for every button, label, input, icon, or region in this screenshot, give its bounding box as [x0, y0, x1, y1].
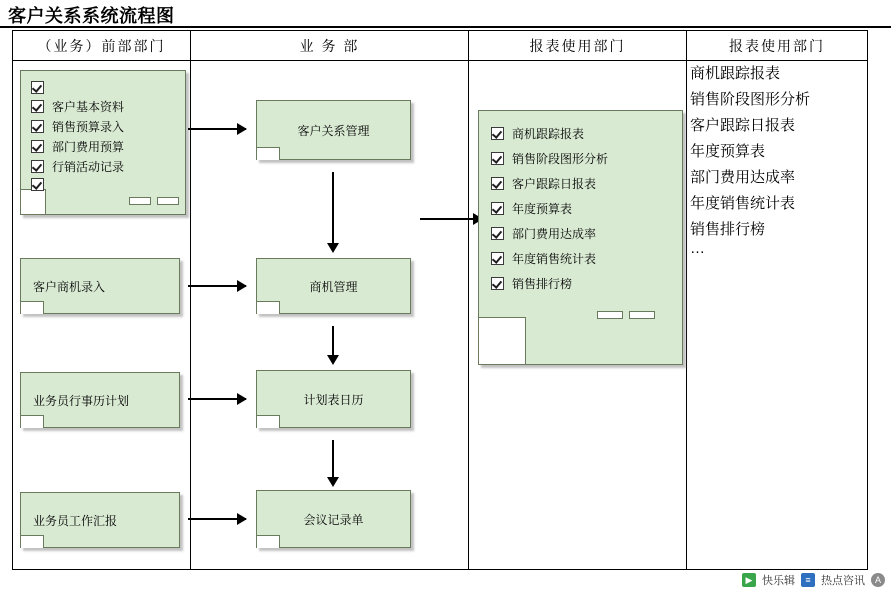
column-separator-3 [686, 31, 687, 569]
checklist-label: 部门费用预算 [52, 140, 125, 154]
shape-fold-tab [21, 301, 44, 314]
arrow-checklist-to-crm [188, 128, 246, 130]
checkbox-icon [31, 120, 44, 133]
checkbox-icon [491, 127, 504, 140]
report-label: 年度预算表 [512, 202, 573, 216]
column-header-report-users-1: 报表使用部门 [529, 38, 626, 54]
report-list-item: 销售排行榜 [690, 221, 766, 238]
report-row [491, 175, 596, 192]
input-label: 客户商机录入 [33, 279, 106, 294]
checkbox-icon [31, 178, 44, 191]
column-separator-1 [190, 31, 191, 569]
watermark-label-1: 快乐辑 [762, 575, 795, 587]
arrow-calendar-input-to-process [188, 398, 246, 400]
checklist-row [31, 81, 52, 94]
shape-fold-tab [21, 415, 44, 428]
header-divider [13, 60, 867, 61]
checklist-row [31, 118, 124, 135]
document-footer-bar [157, 197, 179, 205]
news-icon[interactable]: ≡ [801, 573, 815, 587]
report-list-item: 年度销售统计表 [690, 195, 796, 212]
column-header-front-office: （业务）前部部门 [37, 38, 166, 54]
checkbox-icon [491, 277, 504, 290]
process-opportunity-management[interactable] [256, 258, 411, 314]
play-icon[interactable]: ▶ [742, 573, 756, 587]
shape-fold-tab [21, 535, 44, 548]
report-list-item: 销售阶段图形分析 [690, 91, 811, 108]
checkbox-icon [491, 152, 504, 165]
column-header-report-users-2: 报表使用部门 [729, 38, 825, 54]
arrow-crm-to-opportunity [332, 172, 334, 244]
document-footer-bar [629, 311, 655, 319]
arrow-calendar-to-meeting [332, 440, 334, 478]
watermark-label-2: 热点咨讯 [821, 575, 865, 587]
info-icon[interactable]: A [871, 573, 885, 587]
report-list-item: 客户跟踪日报表 [690, 117, 796, 134]
arrow-opportunity-input-to-process [188, 285, 246, 287]
input-label: 业务员工作汇报 [33, 513, 118, 528]
checklist-label: 客户基本资料 [52, 100, 125, 114]
input-label: 业务员行事历计划 [33, 393, 130, 408]
report-label: 销售排行榜 [512, 277, 573, 291]
checkbox-icon [31, 140, 44, 153]
checklist-row [31, 158, 124, 175]
arrow-report-input-to-process [188, 518, 246, 520]
report-output-document [478, 110, 683, 365]
checkbox-icon [31, 81, 44, 94]
report-list-item: 商机跟踪报表 [690, 65, 781, 82]
report-label: 客户跟踪日报表 [512, 177, 597, 191]
checklist-row [31, 98, 124, 115]
report-label: 年度销售统计表 [512, 252, 597, 266]
shape-fold-tab [257, 415, 280, 428]
process-label: 客户关系管理 [297, 123, 370, 138]
column-header-business-dept: 业 务 部 [299, 38, 360, 54]
shape-fold-tab [257, 147, 280, 160]
process-crm[interactable] [256, 100, 411, 160]
report-list-item: 年度预算表 [690, 143, 766, 160]
report-label: 销售阶段图形分析 [512, 152, 609, 166]
report-label: 商机跟踪报表 [512, 127, 585, 141]
checkbox-icon [491, 202, 504, 215]
checklist-row [31, 178, 52, 191]
report-row [491, 125, 584, 142]
report-row [491, 225, 596, 242]
watermark-bar [742, 572, 885, 588]
report-row [491, 150, 608, 167]
page-title: 客户关系系统流程图 [8, 6, 175, 26]
column-separator-2 [468, 31, 469, 569]
document-footer-bar [129, 197, 151, 205]
report-list-item: 部门费用达成率 [690, 169, 796, 186]
process-label: 会议记录单 [303, 512, 364, 527]
report-row [491, 200, 572, 217]
process-label: 计划表日历 [303, 392, 364, 407]
front-office-checklist-document [20, 70, 186, 215]
report-row [491, 250, 596, 267]
checklist-label: 销售预算录入 [52, 120, 125, 134]
checkbox-icon [491, 177, 504, 190]
input-salesperson-calendar-plan[interactable] [20, 372, 180, 428]
checkbox-icon [31, 160, 44, 173]
document-fold-corner [479, 317, 526, 364]
report-label: 部门费用达成率 [512, 227, 597, 241]
process-meeting-record[interactable] [256, 490, 411, 548]
checkbox-icon [31, 100, 44, 113]
process-plan-calendar[interactable] [256, 370, 411, 428]
checklist-label: 行销活动记录 [52, 160, 125, 174]
checklist-row [31, 138, 124, 155]
shape-fold-tab [257, 301, 280, 314]
report-list-item: … [690, 240, 705, 257]
checkbox-icon [491, 227, 504, 240]
document-fold-corner [21, 189, 46, 214]
report-row [491, 275, 572, 292]
input-salesperson-work-report[interactable] [20, 492, 180, 548]
arrow-opportunity-to-calendar [332, 326, 334, 356]
title-divider [0, 26, 891, 28]
input-customer-opportunity[interactable] [20, 258, 180, 314]
checkbox-icon [491, 252, 504, 265]
process-label: 商机管理 [309, 279, 358, 294]
shape-fold-tab [257, 535, 280, 548]
document-footer-bar [597, 311, 623, 319]
arrow-process-to-reports [420, 218, 482, 220]
